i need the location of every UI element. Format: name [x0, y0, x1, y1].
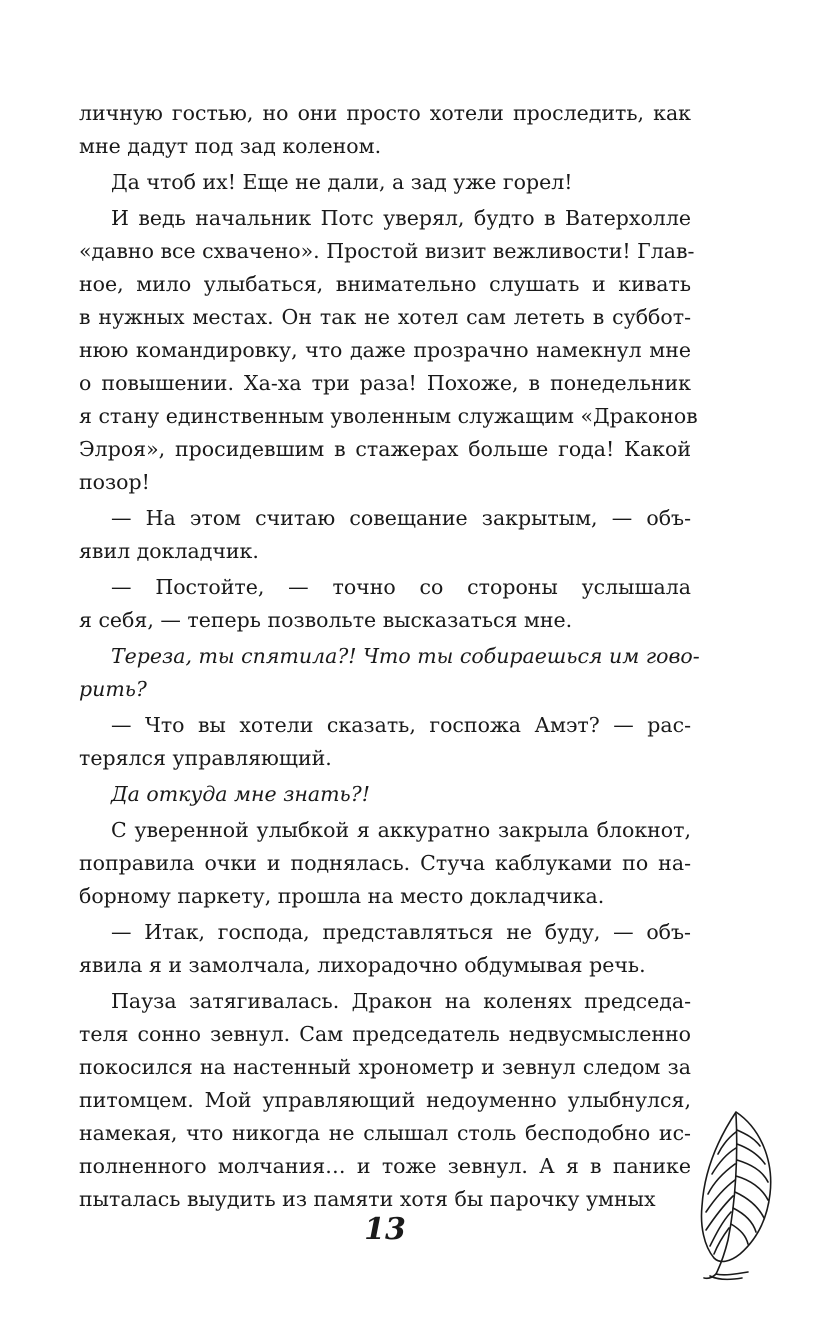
text-line: явил докладчик. — [79, 539, 259, 563]
text-line: «давно все схвачено». Простой визит вежливости! Глав- — [79, 239, 695, 263]
text-line: мне дадут под зад коленом. — [79, 134, 382, 158]
text-line: — Что вы хотели сказать, госпожа Амэт? — рас- — [111, 713, 691, 737]
paragraph — [79, 640, 700, 706]
text-line: Да чтоб их! Еще не дали, а зад уже горел! — [111, 170, 573, 194]
text-line: Тереза, ты спятила?! Что ты собираешься им гово- — [111, 644, 700, 668]
paragraph — [79, 202, 698, 499]
feather-icon — [690, 1108, 782, 1284]
text-line: намекая, что никогда не слышал столь бесподобно ис- — [79, 1121, 691, 1145]
paragraph — [79, 814, 691, 913]
paragraph — [79, 97, 691, 163]
paragraph — [79, 502, 691, 568]
paragraph — [79, 571, 691, 637]
text-line: терялся управляющий. — [79, 746, 332, 770]
text-line: — Постойте, — точно со стороны услышала — [111, 575, 691, 599]
text-line: теля сонно зевнул. Сам председатель недвусмысленно — [79, 1022, 691, 1046]
text-line: я стану единственным уволенным служащим «Драконов — [79, 404, 698, 428]
text-line: рить? — [79, 677, 147, 701]
text-line: И ведь начальник Потс уверял, будто в Ватерхолле — [111, 206, 691, 230]
text-line: позор! — [79, 470, 150, 494]
paragraph — [79, 916, 691, 982]
text-line: Элроя», просидевшим в стажерах больше года! Какой — [79, 437, 691, 461]
text-line: покосился на настенный хронометр и зевнул следом за — [79, 1055, 691, 1079]
text-line: ное, мило улыбаться, внимательно слушать и кивать — [79, 272, 691, 296]
text-line: пыталась выудить из памяти хотя бы парочку умных — [79, 1187, 656, 1211]
text-line: — На этом считаю совещание закрытым, — объ- — [111, 506, 691, 530]
text-line: полненного молчания… и тоже зевнул. А я в панике — [79, 1154, 691, 1178]
paragraph — [79, 778, 691, 811]
text-line: С уверенной улыбкой я аккуратно закрыла блокнот, — [111, 818, 691, 842]
text-line: явила я и замолчала, лихорадочно обдумывая речь. — [79, 953, 646, 977]
page-number: 13 — [364, 1212, 406, 1247]
text-line: я себя, — теперь позвольте высказаться мне. — [79, 608, 573, 632]
text-line: питомцем. Мой управляющий недоуменно улыбнулся, — [79, 1088, 691, 1112]
text-line: личную гостью, но они просто хотели проследить, как — [79, 101, 691, 125]
text-line: Да откуда мне знать?! — [111, 782, 370, 806]
paragraph — [79, 166, 691, 199]
text-line: борному паркету, прошла на место докладчика. — [79, 884, 605, 908]
text-line: — Итак, господа, представляться не буду, — объ- — [111, 920, 691, 944]
text-line: о повышении. Ха-ха три раза! Похоже, в понедельник — [79, 371, 691, 395]
text-column — [79, 97, 700, 1216]
text-line: в нужных местах. Он так не хотел сам лететь в суббот- — [79, 305, 691, 329]
paragraph — [79, 985, 691, 1216]
text-line: Пауза затягивалась. Дракон на коленях председа- — [111, 989, 691, 1013]
text-line: нюю командировку, что даже прозрачно намекнул мне — [79, 338, 691, 362]
paragraph — [79, 709, 691, 775]
text-line: поправила очки и поднялась. Стуча каблуками по на- — [79, 851, 691, 875]
